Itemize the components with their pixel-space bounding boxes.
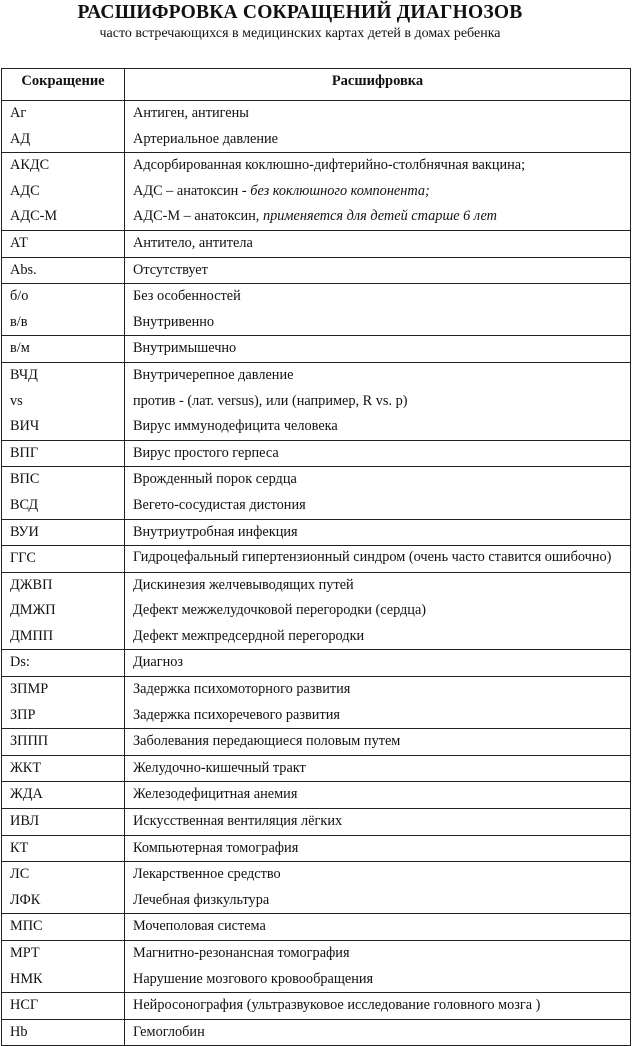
meaning-line [133,493,630,519]
table-row [2,362,631,440]
meaning-line [133,284,630,310]
meaning-cell [125,650,631,677]
meaning-cell [125,914,631,941]
table-row [2,1019,631,1046]
abbreviation-text: ДЖВП [10,576,53,593]
meaning-text: Гемоглобин [133,1023,205,1040]
meaning-text: Задержка психомоторного развития [133,681,351,698]
abbreviation-cell [2,153,125,231]
abbreviation-text: Аг [10,105,27,121]
meaning-text: Внутриутробная инфекция [133,523,298,540]
meaning-cell [125,1019,631,1046]
meaning-text: Дефект межпредсердной перегородки [133,627,365,644]
meaning-line [133,179,630,205]
meaning-line [133,677,630,703]
abbreviation-text: в/м [10,340,30,357]
abbreviation-text: ДМЖП [10,602,56,619]
table-row [2,153,631,231]
meaning-line [133,809,630,835]
meaning-text: Вирус простого герпеса [133,444,279,461]
meaning-text: Адсорбированная коклюшно-дифтерийно-столбнячная вакцина; [133,157,526,174]
table-row [2,677,631,729]
table-row [2,862,631,914]
abbreviation-text: ВПС [10,471,40,488]
abbreviation-cell [2,546,125,573]
meaning-text: Желудочно-кишечный тракт [133,759,306,776]
abbreviation-text: КТ [10,839,29,856]
abbreviation-text: vs [10,392,23,409]
meaning-line [133,204,630,230]
meaning-text: Мочеполовая система [133,918,266,935]
abbreviation-cell [2,519,125,546]
meaning-cell [125,336,631,363]
meaning-line [133,914,630,940]
meaning-text: Магнитно-резонансная томография [133,945,350,961]
meaning-cell [125,835,631,862]
abbreviation-text: ВПГ [10,444,39,461]
meaning-cell [125,546,631,573]
abbreviation-cell [2,467,125,519]
meaning-line [133,389,630,415]
table-row [2,650,631,677]
meaning-text: Внутривенно [133,313,215,330]
meaning-line [133,467,630,493]
meaning-line [133,258,630,284]
meaning-text: Дефект межжелудочковой перегородки (сердца) [133,602,427,619]
meaning-cell [125,362,631,440]
abbreviation-text: ВСД [10,496,39,513]
table-row [2,755,631,782]
meaning-line [133,888,630,914]
meaning-text: Вирус иммунодефицита человека [133,418,338,435]
meaning-line [133,363,630,389]
abbreviation-text: ЗПМР [10,681,49,698]
abbreviation-cell [2,677,125,729]
meaning-cell [125,809,631,836]
table-row [2,835,631,862]
abbreviation-text: АТ [10,234,28,251]
abbreviation-text: ЛФК [10,891,41,908]
meaning-cell [125,572,631,650]
abbreviation-text: ВЧД [10,366,38,383]
meaning-line [133,782,630,808]
meaning-text: Внутричерепное давление [133,366,294,383]
meaning-text: Отсутствует [133,261,208,278]
meaning-text: АДС-М – анатоксин, [133,208,263,225]
abbreviation-text: ЖДА [10,786,43,803]
meaning-text: Внутримышечно [133,340,237,357]
meaning-line [133,650,630,676]
abbreviation-cell [2,729,125,756]
meaning-text: Без особенностей [133,288,241,305]
table-row [2,336,631,363]
abbreviation-text: б/о [10,288,29,305]
meaning-text: Задержка психоречевого развития [133,706,340,723]
abbreviation-cell [2,941,125,993]
meaning-text: Компьютерная томография [133,839,299,856]
abbreviation-cell [2,835,125,862]
meaning-text: Нарушение мозгового кровообращения [133,970,374,987]
column-header-abbreviation: Сокращение [2,69,125,101]
table-row [2,230,631,257]
meaning-line [133,546,630,570]
meaning-cell [125,257,631,284]
meaning-text: Гидроцефальный гипертензионный синдром (очень часто ставится ошибочно) [133,549,612,566]
abbreviation-text: Abs. [10,261,37,278]
meaning-line [133,231,630,257]
meaning-line [133,598,630,624]
abbreviation-text: ВИЧ [10,418,40,435]
column-header-meaning: Расшифровка [125,69,631,101]
meaning-cell [125,729,631,756]
meaning-text: Дискинезия желчевыводящих путей [133,576,354,593]
document-title: РАСШИФРОВКА СОКРАЩЕНИЙ ДИАГНОЗОВ [77,2,523,23]
meaning-cell [125,782,631,809]
meaning-text: Антиген, антигены [133,105,249,121]
abbreviation-text: ЛС [10,866,30,883]
table-row [2,257,631,284]
abbreviation-text: ГГС [10,550,36,567]
meaning-text: Лекарственное средство [133,866,281,883]
meaning-cell [125,519,631,546]
meaning-line [133,729,630,755]
abbreviation-text: Hb [10,1023,28,1040]
abbreviation-cell [2,230,125,257]
abbreviations-table [1,68,631,1046]
meaning-line [133,573,630,599]
abbreviation-cell [2,101,125,153]
abbreviation-text: АД [10,130,31,147]
abbreviation-text: АДС [10,182,40,199]
meaning-cell [125,467,631,519]
abbreviation-text: АДС-М [10,208,58,225]
meaning-line [133,836,630,862]
meaning-text: Врожденный порок сердца [133,471,297,488]
abbreviation-cell [2,862,125,914]
abbreviation-cell [2,440,125,467]
table-row [2,809,631,836]
meaning-line [133,862,630,888]
abbreviation-cell [2,993,125,1020]
abbreviation-cell [2,809,125,836]
meaning-cell [125,230,631,257]
meaning-line [133,336,630,362]
meaning-note: без коклюшного компонента; [250,182,430,199]
table-row [2,572,631,650]
abbreviation-text: в/в [10,313,28,330]
table-row [2,782,631,809]
table-body [2,101,631,1046]
meaning-text: Заболевания передающиеся половым путем [133,733,401,750]
table-header-row [2,69,631,101]
meaning-line [133,993,630,1019]
abbreviation-text: НМК [10,970,43,987]
meaning-cell [125,677,631,729]
table-row [2,993,631,1020]
meaning-cell [125,440,631,467]
meaning-text: Вегето-сосудистая дистония [133,496,306,513]
abbreviation-text: НСГ [10,997,39,1014]
document-subtitle: часто встречающихся в медицинских картах детей в домах ребенка [99,26,501,41]
meaning-cell [125,153,631,231]
meaning-line [133,624,630,650]
table-row [2,941,631,993]
meaning-text: Нейросонография (ультразвуковое исследование головного мозга ) [133,997,541,1014]
abbreviation-cell [2,1019,125,1046]
meaning-line [133,1020,630,1046]
abbreviation-text: МПС [10,918,43,935]
meaning-cell [125,993,631,1020]
abbreviation-cell [2,362,125,440]
meaning-cell [125,941,631,993]
meaning-line [133,441,630,467]
meaning-text: Железодефицитная анемия [133,786,298,803]
abbreviation-cell [2,755,125,782]
meaning-cell [125,862,631,914]
abbreviation-text: ЗППП [10,733,49,750]
abbreviation-cell [2,914,125,941]
meaning-note: применяется для детей старше 6 лет [262,208,497,225]
abbreviation-cell [2,572,125,650]
abbreviation-text: ЖКТ [10,759,42,776]
table-row [2,729,631,756]
meaning-text: Артериальное давление [133,130,279,147]
table-row [2,914,631,941]
meaning-text: Искусственная вентиляция лёгких [133,813,343,830]
abbreviation-text: АКДС [10,157,50,174]
table-row [2,284,631,336]
table-row [2,440,631,467]
abbreviation-text: МРТ [10,945,40,961]
table-row [2,546,631,573]
meaning-line [133,967,630,993]
meaning-line [133,520,630,546]
abbreviation-text: Ds: [10,654,30,671]
abbreviation-cell [2,257,125,284]
meaning-line [133,941,630,967]
table-row [2,101,631,153]
meaning-text: против - (лат. versus), или (например, R vs. p) [133,392,408,409]
abbreviation-cell [2,284,125,336]
meaning-cell [125,755,631,782]
meaning-cell [125,284,631,336]
table-row [2,467,631,519]
meaning-text: Диагноз [133,654,184,671]
meaning-line [133,310,630,336]
meaning-line [133,703,630,729]
meaning-text: Антитело, антитела [133,234,253,251]
meaning-line [133,414,630,440]
abbreviation-text: ВУИ [10,523,39,540]
abbreviation-cell [2,336,125,363]
meaning-line [133,756,630,782]
meaning-line [133,127,630,153]
meaning-line [133,101,630,127]
meaning-cell [125,101,631,153]
meaning-line [133,153,630,179]
abbreviation-text: ИВЛ [10,813,40,830]
table-row [2,519,631,546]
abbreviation-text: ДМПП [10,627,54,644]
abbreviation-cell [2,650,125,677]
meaning-text: Лечебная физкультура [133,891,270,908]
abbreviation-cell [2,782,125,809]
meaning-text: АДС – анатоксин - [133,182,251,199]
abbreviation-text: ЗПР [10,706,36,723]
